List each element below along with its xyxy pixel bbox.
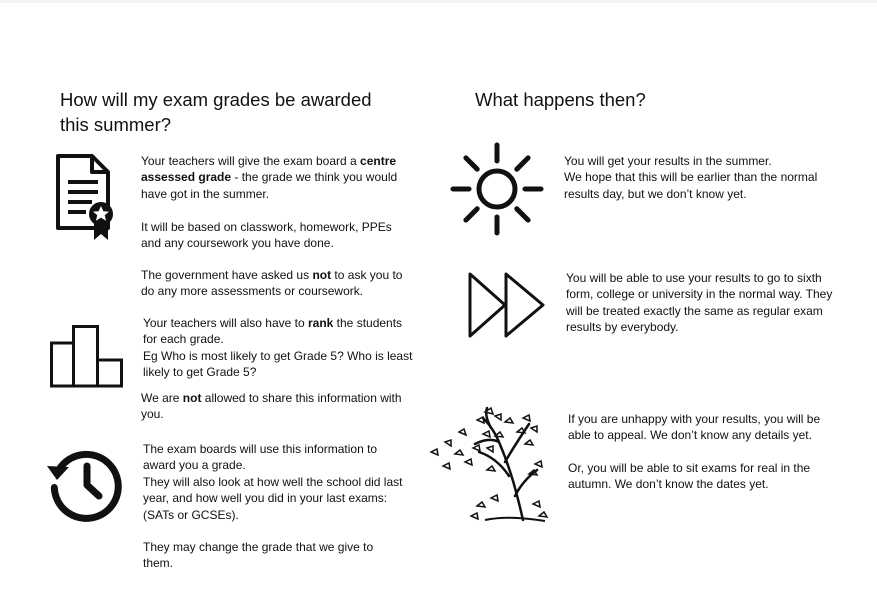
windblown-tree-icon [425,404,555,526]
right-paragraph-2: You will be able to use your results to go to sixth form, college or university in the normal way. They will be treated exactly the same as regular exam results by everybody. [566,271,833,335]
left-paragraph-5 [141,390,411,423]
right-heading: What happens then? [475,89,646,110]
fast-forward-icon [466,270,548,340]
left-paragraph-2: It will be based on classwork, homework, PPEs and any coursework you have done. [141,220,392,251]
left-p3-post: to ask you to do any more assessments or coursework. [141,268,403,299]
centre-assessed-grade-term: centre assessed grade [141,154,397,185]
right-paragraph-3: If you are unhappy with your results, you will be able to appeal. We don’t know any details yet. [568,412,821,443]
left-p5-bold: not [182,391,202,405]
left-p3-pre: The government have asked us [141,268,313,282]
left-p5-post: allowed to share this information with you. [141,391,402,422]
history-icon [43,444,129,524]
left-paragraph-6b: They will also look at how well the school did last year, and how well you did in your last exams: (SATs or GCSEs). [143,474,403,522]
left-paragraph-1 [141,153,411,202]
rank-term: rank [307,316,334,330]
left-paragraph-4-example: Eg Who is most likely to get Grade 5? Who is least likely to get Grade 5? [143,348,413,380]
left-paragraph-6a: The exam boards will use this information to award you a grade. [143,442,378,473]
page-top-border [0,0,877,3]
left-p1-pre: Your teachers will give the exam board a [141,154,361,168]
left-paragraph-3 [141,267,416,300]
right-paragraph-1a: You will get your results in the summer. [564,154,772,168]
right-paragraph-1b: We hope that this will be earlier than the normal results day, but we don’t know yet. [564,170,818,201]
bar-chart-icon [49,324,125,390]
left-p4-post: the students for each grade. [143,316,403,347]
left-paragraph-4 [143,315,418,381]
right-paragraph-4: Or, you will be able to sit exams for real in the autumn. We don’t know the dates yet. [568,461,811,492]
sun-icon [450,142,544,236]
left-heading: How will my exam grades be awarded this summer? [60,89,372,135]
left-paragraph-7: They may change the grade that we give to them. [143,540,374,571]
left-p5-pre: We are [141,391,183,405]
left-p3-bold: not [312,268,332,282]
certificate-icon [52,152,118,244]
left-p1-post: - the grade we think you would have got in the summer. [141,170,398,201]
left-p4-pre: Your teachers will also have to [143,316,308,330]
right-paragraph-1 [564,153,844,202]
left-paragraph-6 [143,441,403,523]
